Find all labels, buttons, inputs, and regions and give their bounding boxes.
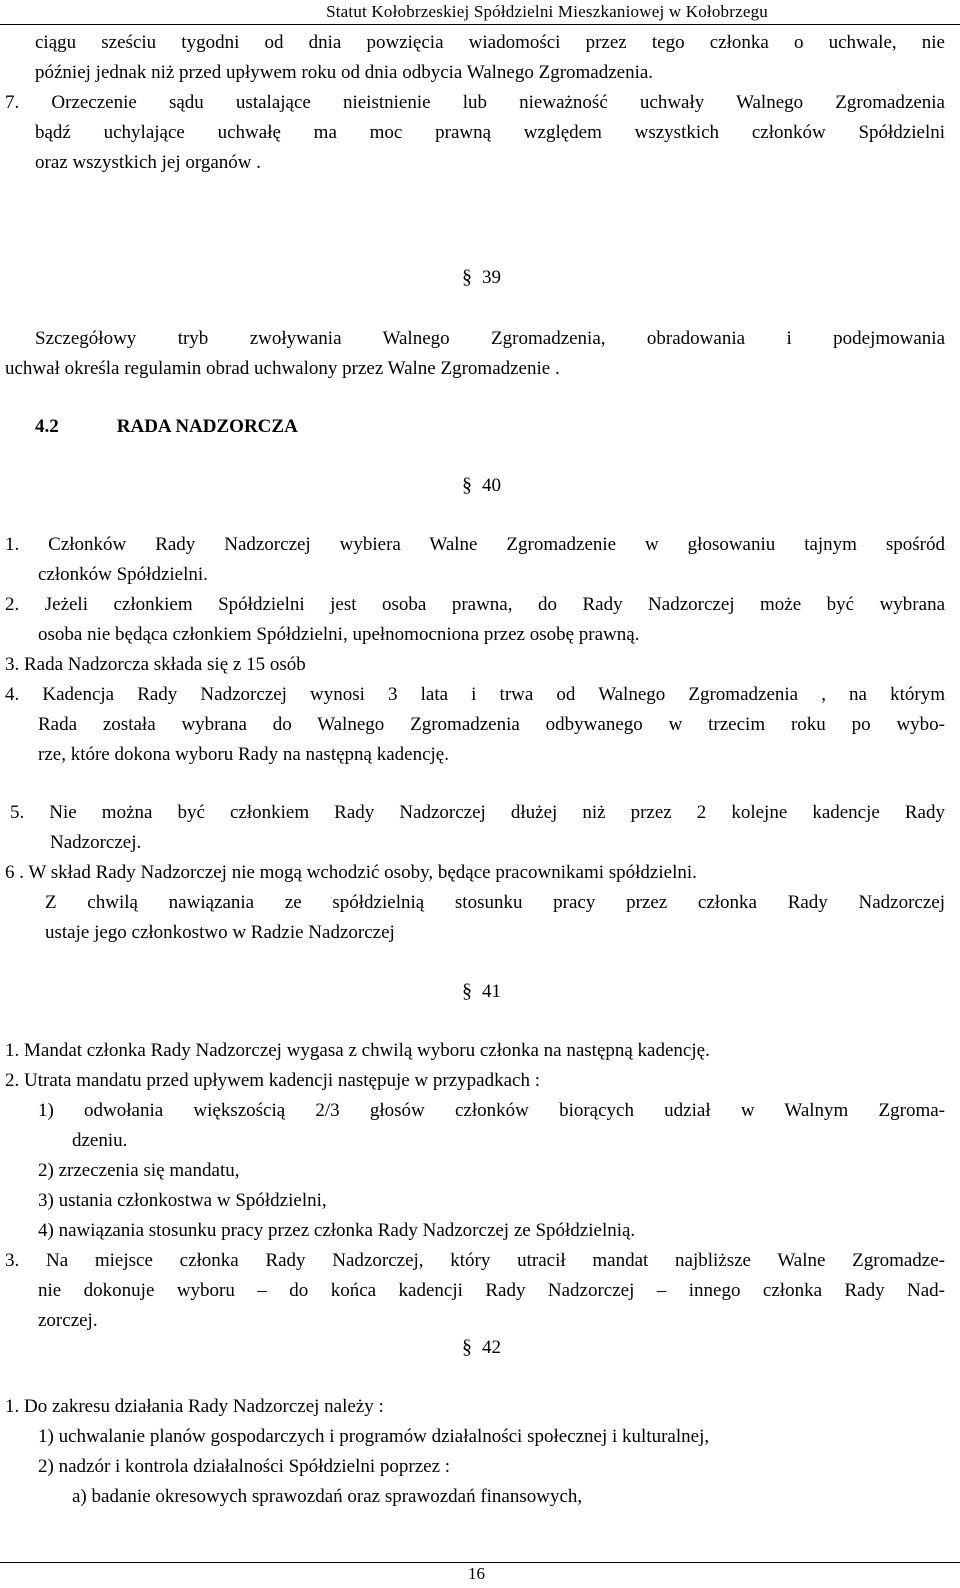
paragraph-mark-39 bbox=[462, 266, 501, 289]
s41-item-3-line-2: nie dokonuje wyboru – do końca kadencji Rady Nadzorczej – innego członka Rady Nad- bbox=[38, 1280, 945, 1301]
s40-item-5-line-2: Nadzorczej. bbox=[50, 832, 142, 853]
intro-line-3: 7. Orzeczenie sądu ustalające nieistnienie lub nieważność uchwały Walnego Zgromadzenia bbox=[5, 92, 945, 113]
s40-item-4-line-1: 4. Kadencja Rady Nadzorczej wynosi 3 lata i trwa od Walnego Zgromadzenia , na którym bbox=[5, 684, 945, 705]
header-rule bbox=[0, 24, 960, 25]
s42-item-1-2-a: a) badanie okresowych sprawozdań oraz sprawozdań finansowych, bbox=[72, 1486, 583, 1507]
section-heading bbox=[35, 414, 298, 440]
s41-item-1: 1. Mandat członka Rady Nadzorczej wygasa z chwilą wyboru członka na następną kadencję. bbox=[5, 1040, 710, 1061]
intro-line-5: oraz wszystkich jej organów . bbox=[35, 152, 262, 173]
s40-item-5-line-1: 5. Nie można być członkiem Rady Nadzorczej dłużej niż przez 2 kolejne kadencje Rady bbox=[10, 802, 945, 823]
s40-item-1-line-1: 1. Członków Rady Nadzorczej wybiera Walne Zgromadzenie w głosowaniu tajnym spośród bbox=[5, 534, 945, 555]
s39-line-2: uchwał określa regulamin obrad uchwalony przez Walne Zgromadzenie . bbox=[5, 358, 560, 379]
s40-item-1-line-2: członków Spółdzielni. bbox=[38, 564, 208, 585]
section-sign: § bbox=[462, 474, 472, 496]
s40-item-6-line-1: 6 . W skład Rady Nadzorczej nie mogą wchodzić osoby, będące pracownikami spółdzielni. bbox=[5, 862, 697, 883]
intro-line-1: ciągu sześciu tygodni od dnia powzięcia wiadomości przez tego członka o uchwale, nie bbox=[35, 32, 945, 53]
s41-item-2: 2. Utrata mandatu przed upływem kadencji następuje w przypadkach : bbox=[5, 1070, 540, 1091]
s41-item-2-2: 2) zrzeczenia się mandatu, bbox=[38, 1160, 240, 1181]
running-header: Statut Kołobrzeskiej Spółdzielni Mieszkaniowej w Kołobrzegu bbox=[326, 2, 768, 21]
s40-item-2-line-2: osoba nie będąca członkiem Spółdzielni, upełnomocniona przez osobę prawną. bbox=[38, 624, 640, 645]
paragraph-number: 39 bbox=[482, 267, 501, 288]
section-number: 4.2 bbox=[35, 416, 59, 437]
paragraph-mark-42 bbox=[462, 1336, 501, 1359]
s40-item-6-line-2: Z chwilą nawiązania ze spółdzielnią stosunku pracy przez członka Rady Nadzorczej bbox=[45, 892, 945, 913]
s39-line-1: Szczegółowy tryb zwoływania Walnego Zgromadzenia, obradowania i podejmowania bbox=[35, 328, 945, 349]
section-title: RADA NADZORCZA bbox=[116, 416, 298, 437]
s41-item-3-line-1: 3. Na miejsce członka Rady Nadzorczej, który utracił mandat najbliższe Walne Zgromadze- bbox=[5, 1250, 945, 1271]
s40-item-3: 3. Rada Nadzorcza składa się z 15 osób bbox=[5, 654, 306, 675]
s42-item-1-2: 2) nadzór i kontrola działalności Spółdzielni poprzez : bbox=[38, 1456, 451, 1477]
intro-line-4: bądź uchylające uchwałę ma moc prawną względem wszystkich członków Spółdzielni bbox=[35, 122, 945, 143]
intro-line-2: później jednak niż przed upływem roku od dnia odbycia Walnego Zgromadzenia. bbox=[35, 62, 654, 83]
paragraph-mark-41 bbox=[462, 980, 501, 1003]
page-number: 16 bbox=[468, 1564, 485, 1583]
paragraph-number: 41 bbox=[482, 981, 501, 1002]
s41-item-2-1-line-1: 1) odwołania większością 2/3 głosów członków biorących udział w Walnym Zgroma- bbox=[38, 1100, 945, 1121]
s41-item-2-4: 4) nawiązania stosunku pracy przez członka Rady Nadzorczej ze Spółdzielnią. bbox=[38, 1220, 636, 1241]
paragraph-mark-40 bbox=[462, 474, 501, 497]
paragraph-number: 42 bbox=[482, 1337, 501, 1358]
s40-item-4-line-3: rze, które dokona wyboru Rady na następną kadencję. bbox=[38, 744, 449, 765]
footer-rule bbox=[0, 1562, 960, 1563]
section-sign: § bbox=[462, 980, 472, 1002]
section-sign: § bbox=[462, 266, 472, 288]
s40-item-6-line-3: ustaje jego członkostwo w Radzie Nadzorczej bbox=[45, 922, 395, 943]
s40-item-4-line-2: Rada została wybrana do Walnego Zgromadzenia odbywanego w trzecim roku po wybo- bbox=[38, 714, 945, 735]
s41-item-2-1-line-2: dzeniu. bbox=[72, 1130, 128, 1151]
section-sign: § bbox=[462, 1336, 472, 1358]
paragraph-number: 40 bbox=[482, 475, 501, 496]
s42-item-1-1: 1) uchwalanie planów gospodarczych i programów działalności społecznej i kulturalnej, bbox=[38, 1426, 710, 1447]
s41-item-2-3: 3) ustania członkostwa w Spółdzielni, bbox=[38, 1190, 327, 1211]
s42-item-1: 1. Do zakresu działania Rady Nadzorczej należy : bbox=[5, 1396, 384, 1417]
s40-item-2-line-1: 2. Jeżeli członkiem Spółdzielni jest osoba prawna, do Rady Nadzorczej może być wybrana bbox=[5, 594, 945, 615]
s41-item-3-line-3: zorczej. bbox=[38, 1310, 98, 1331]
